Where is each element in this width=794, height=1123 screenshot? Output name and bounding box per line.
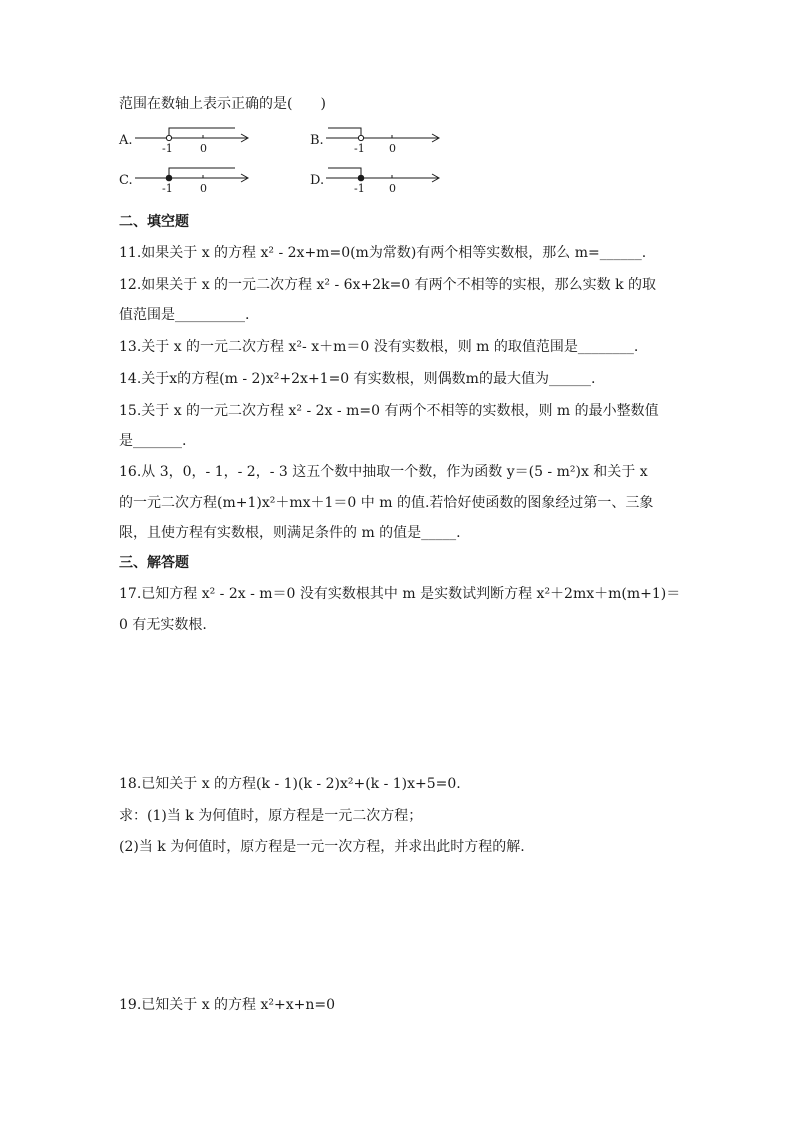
question-13: 13.关于 x 的一元二次方程 x²- x＋m＝0 没有实数根，则 m 的取值范围是________. bbox=[119, 339, 639, 355]
section-heading-fill-blank: 二、填空题 bbox=[119, 214, 189, 230]
tick-label-neg1: -1 bbox=[354, 142, 365, 155]
option-d-diagram bbox=[310, 167, 450, 197]
tick-label-neg1: -1 bbox=[162, 182, 173, 195]
question-12-line1: 12.如果关于 x 的一元二次方程 x² - 6x+2k=0 有两个不相等的实根，那么实数 k 的取 bbox=[119, 277, 657, 293]
option-c-number-line bbox=[119, 167, 309, 197]
option-b-number-line bbox=[310, 127, 500, 157]
tick-label-neg1: -1 bbox=[354, 182, 365, 195]
range-bracket bbox=[169, 128, 235, 138]
option-c-diagram bbox=[119, 167, 259, 197]
question-11: 11.如果关于 x 的方程 x² - 2x+m=0(m为常数)有两个相等实数根，那么 m=______. bbox=[119, 245, 647, 261]
question-12-line2: 值范围是__________. bbox=[119, 307, 250, 323]
range-bracket bbox=[169, 168, 235, 178]
question-18-line2: 求：(1)当 k 为何值时，原方程是一元二次方程； bbox=[119, 808, 423, 824]
open-endpoint bbox=[166, 135, 171, 140]
question-14: 14.关于x的方程(m - 2)x²+2x+1=0 有实数根，则偶数m的最大值为______. bbox=[119, 371, 596, 387]
tick-label-0: 0 bbox=[389, 182, 396, 195]
option-b-diagram bbox=[310, 127, 450, 157]
option-c-label: C. bbox=[119, 173, 133, 188]
range-bracket bbox=[328, 128, 361, 138]
tick-label-0: 0 bbox=[200, 182, 207, 195]
question-19: 19.已知关于 x 的方程 x²+x+n=0 bbox=[119, 997, 336, 1013]
question-17-line1: 17.已知方程 x² - 2x - m＝0 没有实数根其中 m 是实数试判断方程 x²＋2mx＋m(m+1)＝ bbox=[119, 586, 681, 602]
section-heading-answer: 三、解答题 bbox=[119, 555, 189, 571]
range-bracket bbox=[328, 168, 361, 178]
question-16-line2: 的一元二次方程(m+1)x²＋mx＋1＝0 中 m 的值.若恰好使函数的图象经过第一、三象 bbox=[119, 495, 654, 511]
tick-label-neg1: -1 bbox=[162, 142, 173, 155]
closed-endpoint bbox=[166, 175, 172, 181]
question-16-line1: 16.从 3，0，- 1，- 2，- 3 这五个数中抽取一个数，作为函数 y＝(5 - m²)x 和关于 x bbox=[119, 464, 648, 480]
question-15-line1: 15.关于 x 的一元二次方程 x² - 2x - m=0 有两个不相等的实数根，则 m 的最小整数值 bbox=[119, 403, 659, 419]
tick-label-0: 0 bbox=[200, 142, 207, 155]
option-d-number-line bbox=[310, 167, 500, 197]
question-16-line3: 限，且使方程有实数根，则满足条件的 m 的值是_____. bbox=[119, 525, 461, 541]
option-b-label: B. bbox=[310, 133, 324, 148]
option-a-diagram bbox=[119, 127, 259, 157]
tick-label-0: 0 bbox=[389, 142, 396, 155]
option-a-label: A. bbox=[119, 133, 133, 148]
question-intro: 范围在数轴上表示正确的是( ) bbox=[119, 96, 326, 112]
question-15-line2: 是_______. bbox=[119, 433, 187, 449]
question-18-line3: (2)当 k 为何值时，原方程是一元一次方程，并求出此时方程的解. bbox=[119, 839, 525, 855]
question-17-line2: 0 有无实数根. bbox=[119, 617, 207, 633]
option-a-number-line bbox=[119, 127, 309, 157]
question-18-line1: 18.已知关于 x 的方程(k - 1)(k - 2)x²+(k - 1)x+5=0. bbox=[119, 776, 461, 792]
option-d-label: D. bbox=[310, 173, 325, 188]
open-endpoint bbox=[358, 135, 363, 140]
closed-endpoint bbox=[358, 175, 364, 181]
